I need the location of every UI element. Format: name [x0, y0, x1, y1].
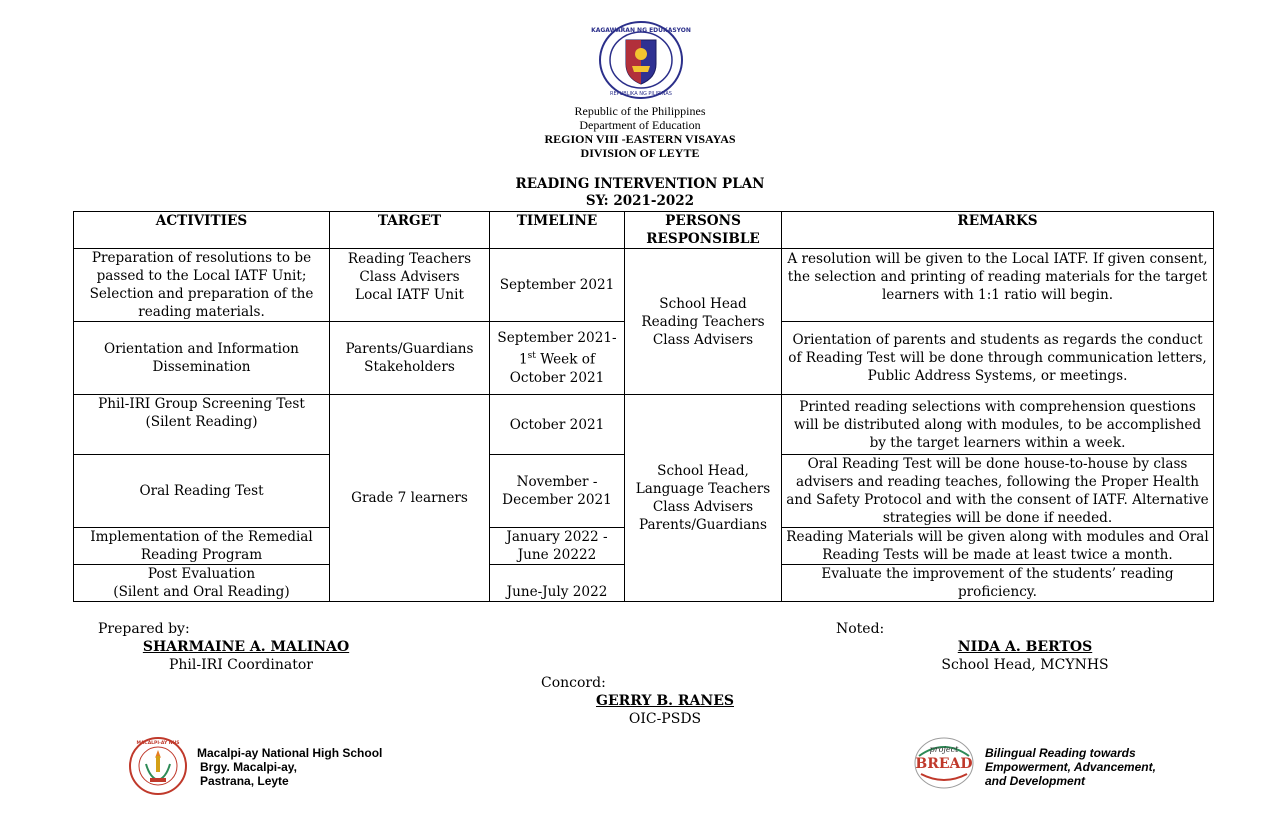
header-timeline: TIMELINE: [490, 212, 625, 249]
school-name: Macalpi-ay National High School: [197, 746, 383, 760]
cell-timeline: October 2021: [490, 395, 625, 455]
header-region: REGION VIII -EASTERN VISAYAS: [544, 132, 736, 146]
cell-remarks: Orientation of parents and students as regards the conduct of Reading Test will be done through communication letters, Public Address Systems, or meetings.: [782, 322, 1214, 395]
cell-activity: Orientation and Information Dissemination: [74, 322, 330, 395]
prepared-label: Prepared by:: [98, 621, 190, 637]
cell-activity: Preparation of resolutions to be passed to the Local IATF Unit; Selection and preparation of the reading materials.: [74, 249, 330, 322]
cell-activity: Phil-IRI Group Screening Test (Silent Reading): [74, 395, 330, 455]
cell-timeline: September 2021- 1st Week of October 2021: [490, 322, 625, 395]
project-bread-logo: [913, 736, 975, 790]
table-row: [74, 395, 1214, 455]
svg-text:MACALPI-AY NHS: MACALPI-AY NHS: [136, 741, 180, 746]
header-remarks: REMARKS: [782, 212, 1214, 249]
cell-remarks: Oral Reading Test will be done house-to-house by class advisers and reading teaches, following the Proper Health and Safety Protocol and with the consent of IATF. Alternative strategies will be done if needed.: [782, 455, 1214, 528]
header-division: DIVISION OF LEYTE: [580, 146, 700, 160]
cell-timeline: January 2022 - June 20222: [490, 528, 625, 565]
svg-text:KAGAWARAN NG EDUKASYON: KAGAWARAN NG EDUKASYON: [591, 27, 691, 34]
cell-timeline: November - December 2021: [490, 455, 625, 528]
svg-text:REPUBLIKA NG PILIPINAS: REPUBLIKA NG PILIPINAS: [610, 91, 672, 97]
prepared-title: Phil-IRI Coordinator: [169, 657, 313, 673]
cell-persons-group1: School Head Reading Teachers Class Advisers: [625, 249, 782, 395]
cell-timeline: September 2021: [490, 249, 625, 322]
cell-target-group2: Grade 7 learners: [330, 395, 490, 602]
prepared-name: SHARMAINE A. MALINAO: [142, 639, 350, 655]
intervention-plan-table: [73, 211, 1214, 602]
cell-timeline: June-July 2022: [490, 565, 625, 602]
cell-activity: Oral Reading Test: [74, 455, 330, 528]
school-barangay: Brgy. Macalpi-ay,: [200, 760, 297, 774]
document-title: READING INTERVENTION PLAN: [515, 176, 765, 192]
concord-label: Concord:: [541, 675, 606, 691]
header-activities: ACTIVITIES: [74, 212, 330, 249]
cell-activity: Post Evaluation (Silent and Oral Reading): [74, 565, 330, 602]
svg-text:BREAD: BREAD: [915, 756, 973, 772]
project-line3: and Development: [985, 774, 1086, 788]
school-town: Pastrana, Leyte: [200, 774, 289, 788]
header-persons-responsible: PERSONS RESPONSIBLE: [625, 212, 782, 249]
cell-target: Reading Teachers Class Advisers Local IATF Unit: [330, 249, 490, 322]
header-target: TARGET: [330, 212, 490, 249]
noted-title: School Head, MCYNHS: [941, 657, 1109, 673]
header-department: Department of Education: [579, 118, 701, 132]
school-year: SY: 2021-2022: [585, 193, 695, 209]
cell-remarks: Reading Materials will be given along with modules and Oral Reading Tests will be made at least twice a month.: [782, 528, 1214, 565]
noted-name: NIDA A. BERTOS: [957, 639, 1093, 655]
school-seal: [128, 736, 188, 796]
project-line1: Bilingual Reading towards: [985, 746, 1136, 760]
cell-remarks: Evaluate the improvement of the students’ reading proficiency.: [782, 565, 1214, 602]
header-republic: Republic of the Philippines: [574, 104, 706, 118]
table-row: [74, 249, 1214, 322]
project-line2: Empowerment, Advancement,: [985, 760, 1156, 774]
cell-activity: Implementation of the Remedial Reading Program: [74, 528, 330, 565]
cell-target: Parents/Guardians Stakeholders: [330, 322, 490, 395]
deped-seal: [591, 20, 691, 100]
svg-text:project: project: [929, 745, 959, 754]
table-header-row: [74, 212, 1214, 249]
cell-persons-group2: School Head, Language Teachers Class Advisers Parents/Guardians: [625, 395, 782, 602]
noted-label: Noted:: [836, 621, 885, 637]
cell-remarks: A resolution will be given to the Local IATF. If given consent, the selection and printing of reading materials for the target learners with 1:1 ratio will begin.: [782, 249, 1214, 322]
concord-title: OIC-PSDS: [628, 711, 702, 727]
concord-name: GERRY B. RANES: [596, 693, 734, 709]
cell-remarks: Printed reading selections with comprehension questions will be distributed along with modules, to be accomplished by the target learners within a week.: [782, 395, 1214, 455]
